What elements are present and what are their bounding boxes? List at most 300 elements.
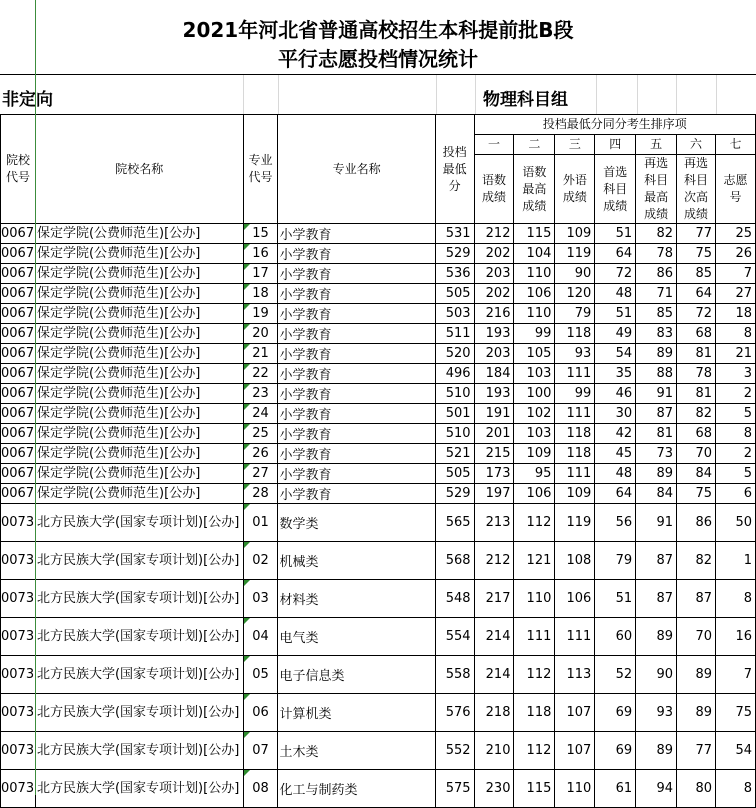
cell-chn-math: 197 <box>474 484 514 504</box>
cell-choice-no: 5 <box>715 464 755 484</box>
cell-school-code: 0067 <box>1 264 36 284</box>
cell-min-score: 501 <box>435 404 474 424</box>
cell-second-subject-max: 93 <box>636 694 677 732</box>
cell-major-code: 02 <box>243 542 278 580</box>
cell-major-name: 小学教育 <box>278 264 435 284</box>
cell-school-code: 0073 <box>1 504 36 542</box>
cell-chn-math-max: 109 <box>514 444 555 464</box>
table-row <box>1 464 756 484</box>
cell-note-marker <box>244 364 250 370</box>
cell-first-subject: 69 <box>595 732 636 770</box>
cell-major-name: 小学教育 <box>278 424 435 444</box>
cell-chn-math: 193 <box>474 384 514 404</box>
cell-major-code: 20 <box>243 324 278 344</box>
cell-note-marker <box>244 732 250 738</box>
cell-choice-no: 7 <box>715 656 755 694</box>
cell-school-code: 0073 <box>1 732 36 770</box>
header-school-code: 院校代号 <box>1 115 36 224</box>
cell-school-name: 北方民族大学(国家专项计划)[公办] <box>35 618 243 656</box>
cell-school-name: 北方民族大学(国家专项计划)[公办] <box>35 732 243 770</box>
cell-second-subject-max: 86 <box>636 264 677 284</box>
cell-school-code: 0073 <box>1 542 36 580</box>
cell-second-subject-next: 81 <box>677 344 716 364</box>
cell-second-subject-next: 80 <box>677 770 716 808</box>
cell-chn-math-max: 111 <box>514 618 555 656</box>
cell-major-name: 小学教育 <box>278 364 435 384</box>
cell-foreign-lang: 107 <box>555 694 595 732</box>
cell-note-marker <box>244 244 250 250</box>
cell-school-code: 0067 <box>1 464 36 484</box>
cell-second-subject-max: 73 <box>636 444 677 464</box>
cell-choice-no: 75 <box>715 694 755 732</box>
cell-major-code: 27 <box>243 464 278 484</box>
cell-foreign-lang: 106 <box>555 580 595 618</box>
cell-foreign-lang: 109 <box>555 224 595 244</box>
cell-school-name: 保定学院(公费师范生)[公办] <box>35 444 243 464</box>
header-order-6: 六 <box>677 135 716 155</box>
cell-first-subject: 60 <box>595 618 636 656</box>
cell-major-name: 小学教育 <box>278 284 435 304</box>
header-order-7: 七 <box>715 135 755 155</box>
cell-school-name: 保定学院(公费师范生)[公办] <box>35 424 243 444</box>
cell-choice-no: 21 <box>715 344 755 364</box>
cell-major-name: 小学教育 <box>278 404 435 424</box>
header-item-5: 再选科目最高成绩 <box>636 155 677 224</box>
cell-choice-no: 6 <box>715 484 755 504</box>
cell-min-score: 511 <box>435 324 474 344</box>
cell-foreign-lang: 93 <box>555 344 595 364</box>
cell-note-marker <box>244 770 250 776</box>
cell-school-code: 0067 <box>1 384 36 404</box>
cell-foreign-lang: 99 <box>555 384 595 404</box>
cell-second-subject-next: 89 <box>677 656 716 694</box>
cell-major-name: 化工与制药类 <box>278 770 435 808</box>
cell-second-subject-max: 89 <box>636 344 677 364</box>
cell-foreign-lang: 111 <box>555 464 595 484</box>
header-order-5: 五 <box>636 135 677 155</box>
table-row <box>1 694 756 732</box>
grid-line <box>676 75 677 114</box>
cell-note-marker <box>244 344 250 350</box>
subject-group-label: 物理科目组 <box>483 90 568 110</box>
cell-chn-math: 203 <box>474 264 514 284</box>
cell-choice-no: 3 <box>715 364 755 384</box>
cell-first-subject: 48 <box>595 284 636 304</box>
cell-note-marker <box>244 580 250 586</box>
cell-note-marker <box>244 444 250 450</box>
grid-line <box>243 75 244 114</box>
cell-major-name: 计算机类 <box>278 694 435 732</box>
cell-school-name: 保定学院(公费师范生)[公办] <box>35 344 243 364</box>
cell-second-subject-next: 70 <box>677 444 716 464</box>
cell-second-subject-next: 75 <box>677 484 716 504</box>
cell-second-subject-max: 89 <box>636 618 677 656</box>
cell-school-code: 0067 <box>1 224 36 244</box>
cell-first-subject: 56 <box>595 504 636 542</box>
table-row <box>1 542 756 580</box>
table-row <box>1 404 756 424</box>
cell-note-marker <box>244 404 250 410</box>
table-row <box>1 264 756 284</box>
cell-first-subject: 61 <box>595 770 636 808</box>
cell-first-subject: 46 <box>595 384 636 404</box>
cell-chn-math-max: 118 <box>514 694 555 732</box>
cell-min-score: 521 <box>435 444 474 464</box>
cell-second-subject-next: 77 <box>677 732 716 770</box>
header-school-name: 院校名称 <box>35 115 243 224</box>
cell-major-name: 土木类 <box>278 732 435 770</box>
cell-second-subject-max: 81 <box>636 424 677 444</box>
cell-foreign-lang: 109 <box>555 484 595 504</box>
cell-min-score: 505 <box>435 464 474 484</box>
subheader-row <box>0 75 756 115</box>
cell-choice-no: 25 <box>715 224 755 244</box>
cell-major-code: 17 <box>243 264 278 284</box>
cell-second-subject-next: 77 <box>677 224 716 244</box>
header-order-2: 二 <box>514 135 555 155</box>
table-row <box>1 324 756 344</box>
table-row <box>1 364 756 384</box>
cell-major-name: 小学教育 <box>278 464 435 484</box>
cell-chn-math: 212 <box>474 542 514 580</box>
cell-first-subject: 51 <box>595 224 636 244</box>
grid-line <box>596 75 597 114</box>
cell-min-score: 503 <box>435 304 474 324</box>
cell-foreign-lang: 118 <box>555 324 595 344</box>
table-row <box>1 284 756 304</box>
cell-choice-no: 1 <box>715 542 755 580</box>
cell-chn-math: 202 <box>474 284 514 304</box>
grid-line <box>436 75 437 114</box>
cell-foreign-lang: 118 <box>555 424 595 444</box>
cell-major-code: 18 <box>243 284 278 304</box>
cell-major-code: 22 <box>243 364 278 384</box>
cell-second-subject-max: 90 <box>636 656 677 694</box>
cell-school-code: 0067 <box>1 244 36 264</box>
cell-school-name: 北方民族大学(国家专项计划)[公办] <box>35 656 243 694</box>
cell-major-name: 小学教育 <box>278 244 435 264</box>
table-row <box>1 224 756 244</box>
table-row <box>1 344 756 364</box>
cell-choice-no: 18 <box>715 304 755 324</box>
cell-chn-math-max: 106 <box>514 284 555 304</box>
cell-chn-math-max: 112 <box>514 504 555 542</box>
cell-major-name: 小学教育 <box>278 484 435 504</box>
cell-second-subject-max: 89 <box>636 464 677 484</box>
cell-choice-no: 54 <box>715 732 755 770</box>
cell-note-marker <box>244 656 250 662</box>
cell-school-code: 0073 <box>1 618 36 656</box>
cell-school-name: 保定学院(公费师范生)[公办] <box>35 224 243 244</box>
cell-second-subject-next: 70 <box>677 618 716 656</box>
cell-min-score: 536 <box>435 264 474 284</box>
cell-major-code: 04 <box>243 618 278 656</box>
cell-min-score: 576 <box>435 694 474 732</box>
grid-line <box>278 75 279 114</box>
cell-school-name: 北方民族大学(国家专项计划)[公办] <box>35 580 243 618</box>
cell-school-code: 0067 <box>1 284 36 304</box>
cell-major-code: 05 <box>243 656 278 694</box>
cell-chn-math-max: 103 <box>514 424 555 444</box>
cell-second-subject-max: 89 <box>636 732 677 770</box>
cell-school-name: 保定学院(公费师范生)[公办] <box>35 304 243 324</box>
cell-major-code: 21 <box>243 344 278 364</box>
cell-school-name: 保定学院(公费师范生)[公办] <box>35 264 243 284</box>
cell-second-subject-next: 64 <box>677 284 716 304</box>
cell-second-subject-max: 87 <box>636 404 677 424</box>
title-line-1: 2021年河北省普通高校招生本科提前批B段 <box>182 18 574 42</box>
cell-school-name: 保定学院(公费师范生)[公办] <box>35 324 243 344</box>
cell-first-subject: 54 <box>595 344 636 364</box>
cell-major-name: 电气类 <box>278 618 435 656</box>
cell-foreign-lang: 118 <box>555 444 595 464</box>
cell-first-subject: 52 <box>595 656 636 694</box>
cell-school-name: 北方民族大学(国家专项计划)[公办] <box>35 770 243 808</box>
cell-choice-no: 8 <box>715 324 755 344</box>
cell-chn-math-max: 104 <box>514 244 555 264</box>
cell-major-code: 16 <box>243 244 278 264</box>
cell-second-subject-max: 71 <box>636 284 677 304</box>
cell-school-code: 0067 <box>1 424 36 444</box>
cell-school-code: 0073 <box>1 580 36 618</box>
cell-school-name: 北方民族大学(国家专项计划)[公办] <box>35 542 243 580</box>
table-row <box>1 770 756 808</box>
cell-chn-math: 210 <box>474 732 514 770</box>
cell-second-subject-next: 89 <box>677 694 716 732</box>
cell-chn-math-max: 100 <box>514 384 555 404</box>
cell-chn-math-max: 110 <box>514 264 555 284</box>
cell-first-subject: 79 <box>595 542 636 580</box>
cell-chn-math-max: 121 <box>514 542 555 580</box>
cell-chn-math-max: 112 <box>514 732 555 770</box>
cell-first-subject: 42 <box>595 424 636 444</box>
cell-first-subject: 69 <box>595 694 636 732</box>
cell-foreign-lang: 111 <box>555 618 595 656</box>
cell-chn-math: 216 <box>474 304 514 324</box>
cell-school-code: 0067 <box>1 444 36 464</box>
cell-chn-math: 203 <box>474 344 514 364</box>
cell-major-code: 28 <box>243 484 278 504</box>
cell-min-score: 558 <box>435 656 474 694</box>
cell-second-subject-next: 81 <box>677 384 716 404</box>
table-row <box>1 484 756 504</box>
cell-school-code: 0067 <box>1 404 36 424</box>
cell-min-score: 554 <box>435 618 474 656</box>
cell-choice-no: 26 <box>715 244 755 264</box>
header-item-2: 语数最高成绩 <box>514 155 555 224</box>
cell-min-score: 505 <box>435 284 474 304</box>
cell-note-marker <box>244 224 250 230</box>
cell-chn-math: 191 <box>474 404 514 424</box>
cell-major-name: 数学类 <box>278 504 435 542</box>
table-row <box>1 732 756 770</box>
cell-min-score: 575 <box>435 770 474 808</box>
cell-school-name: 保定学院(公费师范生)[公办] <box>35 484 243 504</box>
cell-min-score: 510 <box>435 424 474 444</box>
cell-chn-math: 212 <box>474 224 514 244</box>
header-item-3: 外语成绩 <box>555 155 595 224</box>
cell-second-subject-max: 82 <box>636 224 677 244</box>
cell-note-marker <box>244 694 250 700</box>
cell-school-code: 0067 <box>1 324 36 344</box>
cell-note-marker <box>244 542 250 548</box>
cell-first-subject: 51 <box>595 580 636 618</box>
cell-first-subject: 64 <box>595 484 636 504</box>
cell-second-subject-max: 78 <box>636 244 677 264</box>
cell-major-name: 小学教育 <box>278 444 435 464</box>
table-row <box>1 304 756 324</box>
cell-note-marker <box>244 304 250 310</box>
cell-major-name: 电子信息类 <box>278 656 435 694</box>
table-row <box>1 244 756 264</box>
header-item-6: 再选科目次高成绩 <box>677 155 716 224</box>
cell-school-name: 保定学院(公费师范生)[公办] <box>35 364 243 384</box>
cell-major-code: 01 <box>243 504 278 542</box>
cell-school-code: 0067 <box>1 344 36 364</box>
title-line-2: 平行志愿投档情况统计 <box>278 47 478 71</box>
cell-major-name: 小学教育 <box>278 224 435 244</box>
cell-second-subject-next: 72 <box>677 304 716 324</box>
cell-chn-math-max: 110 <box>514 580 555 618</box>
cell-chn-math: 184 <box>474 364 514 384</box>
cell-second-subject-next: 85 <box>677 264 716 284</box>
cell-choice-no: 2 <box>715 384 755 404</box>
cell-first-subject: 64 <box>595 244 636 264</box>
cell-school-code: 0073 <box>1 694 36 732</box>
cell-choice-no: 8 <box>715 580 755 618</box>
cell-major-code: 03 <box>243 580 278 618</box>
cell-school-code: 0073 <box>1 770 36 808</box>
cell-major-code: 24 <box>243 404 278 424</box>
cell-major-code: 26 <box>243 444 278 464</box>
cell-school-code: 0067 <box>1 364 36 384</box>
header-tiebreak-group: 投档最低分同分考生排序项 <box>474 115 755 135</box>
cell-foreign-lang: 108 <box>555 542 595 580</box>
frozen-pane-divider <box>35 0 36 795</box>
cell-foreign-lang: 120 <box>555 284 595 304</box>
cell-first-subject: 35 <box>595 364 636 384</box>
cell-choice-no: 16 <box>715 618 755 656</box>
cell-second-subject-max: 87 <box>636 580 677 618</box>
cell-major-name: 小学教育 <box>278 344 435 364</box>
cell-chn-math: 217 <box>474 580 514 618</box>
cell-note-marker <box>244 464 250 470</box>
cell-second-subject-next: 78 <box>677 364 716 384</box>
cell-chn-math: 230 <box>474 770 514 808</box>
grid-line <box>716 75 717 114</box>
cell-second-subject-next: 86 <box>677 504 716 542</box>
cell-min-score: 510 <box>435 384 474 404</box>
cell-choice-no: 8 <box>715 424 755 444</box>
grid-line <box>637 75 638 114</box>
cell-note-marker <box>244 618 250 624</box>
cell-choice-no: 8 <box>715 770 755 808</box>
cell-note-marker <box>244 424 250 430</box>
header-order-4: 四 <box>595 135 636 155</box>
cell-second-subject-next: 84 <box>677 464 716 484</box>
title-block <box>0 0 756 75</box>
cell-major-name: 小学教育 <box>278 304 435 324</box>
cell-note-marker <box>244 284 250 290</box>
cell-school-code: 0067 <box>1 484 36 504</box>
header-item-4: 首选科目成绩 <box>595 155 636 224</box>
cell-chn-math-max: 110 <box>514 304 555 324</box>
table-row <box>1 424 756 444</box>
cell-major-name: 机械类 <box>278 542 435 580</box>
cell-chn-math-max: 106 <box>514 484 555 504</box>
cell-chn-math-max: 105 <box>514 344 555 364</box>
cell-school-name: 保定学院(公费师范生)[公办] <box>35 384 243 404</box>
cell-major-code: 07 <box>243 732 278 770</box>
cell-second-subject-max: 88 <box>636 364 677 384</box>
cell-major-code: 25 <box>243 424 278 444</box>
cell-first-subject: 30 <box>595 404 636 424</box>
grid-line <box>475 75 476 114</box>
header-min-score: 投档最低分 <box>435 115 474 224</box>
table-row <box>1 580 756 618</box>
cell-min-score: 529 <box>435 484 474 504</box>
cell-choice-no: 7 <box>715 264 755 284</box>
table-row <box>1 444 756 464</box>
cell-foreign-lang: 90 <box>555 264 595 284</box>
cell-second-subject-next: 75 <box>677 244 716 264</box>
cell-chn-math-max: 112 <box>514 656 555 694</box>
cell-school-name: 保定学院(公费师范生)[公办] <box>35 244 243 264</box>
category-label: 非定向 <box>2 90 53 110</box>
table-row <box>1 384 756 404</box>
cell-chn-math: 202 <box>474 244 514 264</box>
cell-choice-no: 5 <box>715 404 755 424</box>
cell-choice-no: 2 <box>715 444 755 464</box>
cell-foreign-lang: 119 <box>555 244 595 264</box>
cell-chn-math: 215 <box>474 444 514 464</box>
cell-chn-math-max: 95 <box>514 464 555 484</box>
cell-major-code: 23 <box>243 384 278 404</box>
cell-chn-math-max: 115 <box>514 770 555 808</box>
header-major-code: 专业代号 <box>243 115 278 224</box>
header-order-1: 一 <box>474 135 514 155</box>
cell-choice-no: 27 <box>715 284 755 304</box>
cell-foreign-lang: 111 <box>555 364 595 384</box>
cell-min-score: 520 <box>435 344 474 364</box>
cell-second-subject-max: 85 <box>636 304 677 324</box>
cell-note-marker <box>244 484 250 490</box>
cell-second-subject-next: 82 <box>677 404 716 424</box>
cell-chn-math: 214 <box>474 618 514 656</box>
cell-school-name: 北方民族大学(国家专项计划)[公办] <box>35 694 243 732</box>
cell-major-name: 小学教育 <box>278 384 435 404</box>
cell-major-code: 15 <box>243 224 278 244</box>
cell-first-subject: 48 <box>595 464 636 484</box>
cell-second-subject-max: 83 <box>636 324 677 344</box>
cell-foreign-lang: 79 <box>555 304 595 324</box>
cell-school-name: 保定学院(公费师范生)[公办] <box>35 464 243 484</box>
cell-note-marker <box>244 504 250 510</box>
cell-foreign-lang: 113 <box>555 656 595 694</box>
cell-chn-math: 218 <box>474 694 514 732</box>
cell-second-subject-max: 84 <box>636 484 677 504</box>
admission-table <box>0 114 756 808</box>
cell-min-score: 552 <box>435 732 474 770</box>
cell-chn-math: 214 <box>474 656 514 694</box>
cell-chn-math-max: 103 <box>514 364 555 384</box>
cell-school-name: 保定学院(公费师范生)[公办] <box>35 404 243 424</box>
cell-school-code: 0067 <box>1 304 36 324</box>
cell-min-score: 565 <box>435 504 474 542</box>
cell-second-subject-next: 68 <box>677 324 716 344</box>
header-item-7: 志愿号 <box>715 155 755 224</box>
cell-school-name: 保定学院(公费师范生)[公办] <box>35 284 243 304</box>
